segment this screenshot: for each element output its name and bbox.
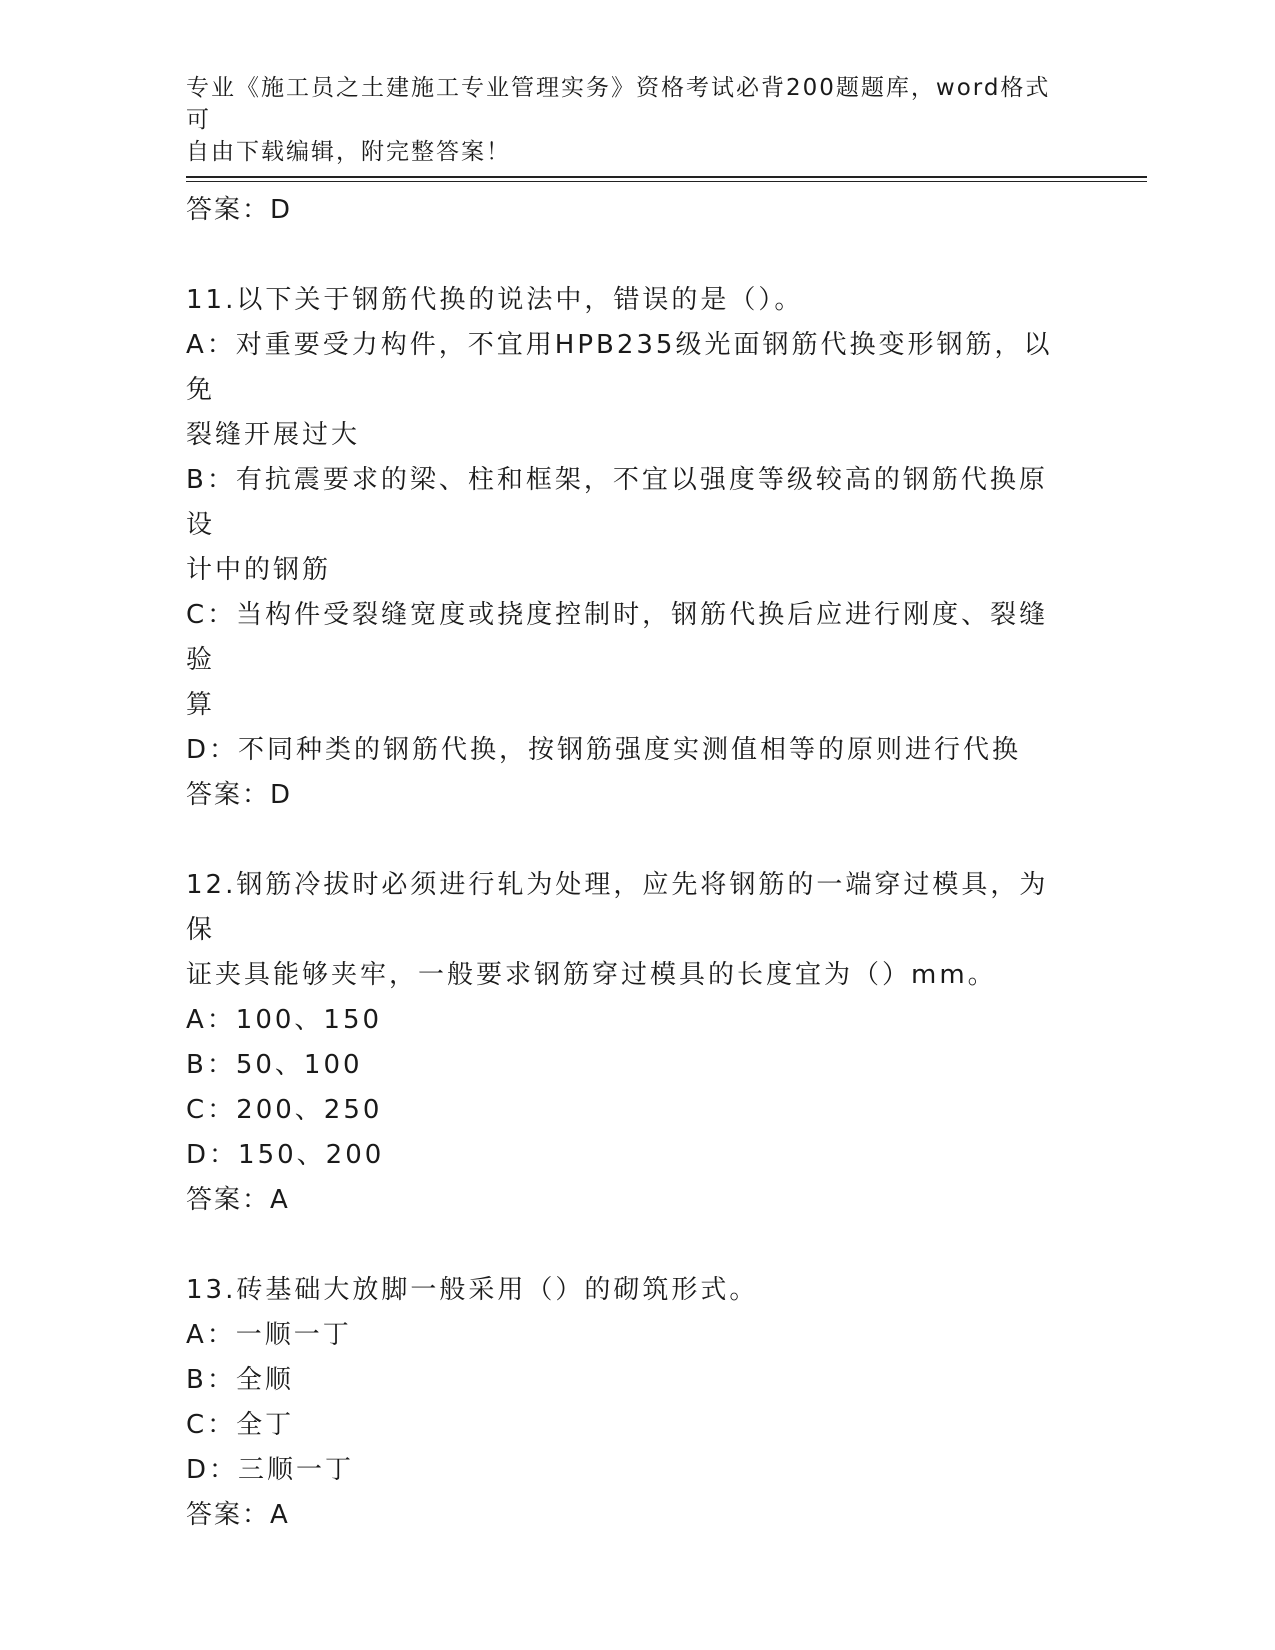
document-body xyxy=(186,188,1066,1538)
question-11 xyxy=(186,278,1066,818)
option-a-continued: 裂缝开展过大 xyxy=(186,420,361,450)
option-c: C：全丁 xyxy=(186,1410,295,1440)
option-c: C：200、250 xyxy=(186,1095,383,1125)
question-stem: 13.砖基础大放脚一般采用（）的砌筑形式。 xyxy=(186,1275,759,1305)
option-d: D：三顺一丁 xyxy=(186,1455,355,1485)
question-answer: 答案：A xyxy=(186,1185,290,1215)
option-a: A：100、150 xyxy=(186,1005,383,1035)
previous-answer: 答案：D xyxy=(186,195,293,225)
question-13 xyxy=(186,1268,1066,1538)
question-stem-continued: 证夹具能够夹牢，一般要求钢筋穿过模具的长度宜为（）mm。 xyxy=(186,960,997,990)
option-a: A：一顺一丁 xyxy=(186,1320,352,1350)
option-c-continued: 算 xyxy=(186,690,216,720)
option-b: B：50、100 xyxy=(186,1050,363,1080)
option-b: B：有抗震要求的梁、柱和框架，不宜以强度等级较高的钢筋代换原设 xyxy=(186,465,1048,540)
header-divider-thin xyxy=(186,181,1147,182)
header-divider-thick xyxy=(186,176,1147,178)
option-c: C：当构件受裂缝宽度或挠度控制时，钢筋代换后应进行刚度、裂缝验 xyxy=(186,600,1049,675)
question-12 xyxy=(186,863,1066,1223)
option-d: D：150、200 xyxy=(186,1140,385,1170)
question-answer: 答案：D xyxy=(186,780,293,810)
page-header xyxy=(186,72,1066,168)
header-line-2: 自由下载编辑，附完整答案！ xyxy=(186,139,511,165)
header-line-1: 专业《施工员之土建施工专业管理实务》资格考试必背200题题库，word格式可 xyxy=(186,75,1051,133)
option-a: A：对重要受力构件，不宜用HPB235级光面钢筋代换变形钢筋，以免 xyxy=(186,330,1053,405)
question-stem: 12.钢筋冷拔时必须进行轧为处理，应先将钢筋的一端穿过模具，为保 xyxy=(186,870,1049,945)
option-b: B：全顺 xyxy=(186,1365,294,1395)
question-answer: 答案：A xyxy=(186,1500,290,1530)
question-stem: 11.以下关于钢筋代换的说法中，错误的是（）。 xyxy=(186,285,804,315)
option-d: D：不同种类的钢筋代换，按钢筋强度实测值相等的原则进行代换 xyxy=(186,735,1022,765)
option-b-continued: 计中的钢筋 xyxy=(186,555,332,585)
